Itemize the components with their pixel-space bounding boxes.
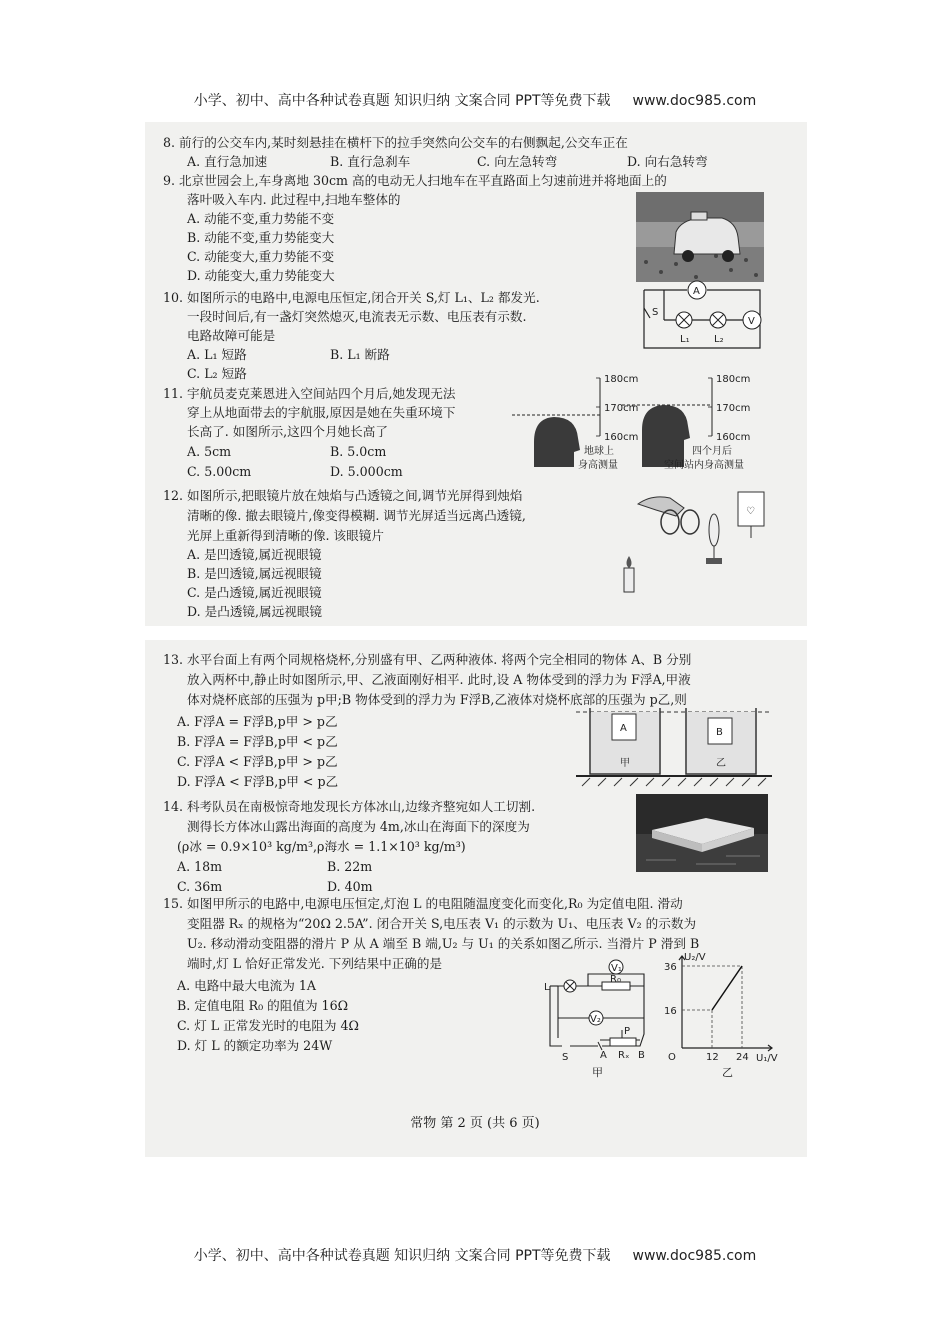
page-footer: 常物 第 2 页 (共 6 页) (410, 1116, 540, 1131)
q9-option-d: D. 动能变大,重力势能变大 (187, 268, 335, 283)
q12-line2: 清晰的像. 撤去眼镜片,像变得模糊. 调节光屏适当远离凸透镜, (187, 508, 526, 523)
q13-line3: 体对烧杯底部的压强为 p甲;B 物体受到的浮力为 F浮B,乙液体对烧杯底部的压强为 p乙,则 (187, 692, 687, 707)
lamp2-label: L₂ (714, 334, 724, 345)
banner-site-link[interactable]: www.doc985.com (632, 1248, 757, 1264)
banner-text: 小学、初中、高中各种试卷真题 知识归纳 文案合同 PPT等免费下载 (193, 1248, 611, 1264)
end-b-label: B (638, 1050, 645, 1061)
bottom-banner (0, 1245, 950, 1265)
object-a-label: A (620, 723, 627, 734)
q15-option-d: D. 灯 L 的额定功率为 24W (177, 1038, 333, 1053)
v1-label: V₁ (611, 963, 622, 974)
screen-heart-icon: ♡ (746, 506, 755, 517)
left-caption-2: 身高测量 (578, 460, 618, 471)
q12-lens-candle-figure (618, 486, 776, 604)
q15-line3: U₂. 移动滑动变阻器的滑片 P 从 A 端至 B 端,U₂ 与 U₁ 的关系如图乙所示. 当滑片 P 滑到 B (187, 936, 700, 951)
q14-option-a: A. 18m (177, 859, 223, 874)
q13-option-c: C. F浮A < F浮B,p甲 > p乙 (177, 754, 338, 769)
q8-stem: 8. 前行的公交车内,某时刻悬挂在横杆下的拉手突然向公交车的右侧飘起,公交车正在 (163, 135, 628, 150)
q10-circuit-diagram (632, 280, 772, 355)
q8-option-b: B. 直行急刹车 (330, 154, 411, 169)
q8-option-a: A. 直行急加速 (187, 154, 268, 169)
q14-option-d: D. 40m (327, 879, 373, 894)
page-separator (145, 626, 807, 640)
q14-line2: 测得长方体冰山露出海面的高度为 4m,冰山在海面下的深度为 (187, 819, 530, 834)
origin-label: O (668, 1052, 676, 1063)
q15-option-c: C. 灯 L 正常发光时的电阻为 4Ω (177, 1018, 359, 1033)
q11-option-c: C. 5.00cm (187, 464, 252, 479)
voltmeter-label: V (748, 316, 755, 327)
q8-option-d: D. 向右急转弯 (627, 154, 708, 169)
iceberg-photo (636, 794, 768, 872)
q10-option-b: B. L₁ 断路 (330, 347, 390, 362)
beaker-jia-label: 甲 (620, 758, 630, 769)
q10-option-a: A. L₁ 短路 (187, 347, 247, 362)
q15-graph-yi (660, 948, 780, 1066)
r0-label: R₀ (610, 974, 621, 985)
q12-option-c: C. 是凸透镜,属近视眼镜 (187, 585, 322, 600)
q10-option-c: C. L₂ 短路 (187, 366, 247, 381)
q11-option-a: A. 5cm (187, 444, 232, 459)
switch-label: S (652, 307, 659, 318)
left-tick-180: 180cm (604, 374, 639, 385)
q9-line2: 落叶吸入车内. 此过程中,扫地车整体的 (187, 192, 401, 207)
q14-line3: (ρ冰 = 0.9×10³ kg/m³,ρ海水 = 1.1×10³ kg/m³) (177, 839, 466, 854)
left-tick-160: 160cm (604, 432, 639, 443)
beaker-yi-label: 乙 (716, 758, 726, 769)
q11-line1: 11. 宇航员麦克莱恩进入空间站四个月后,她发现无法 (163, 386, 456, 401)
q13-beakers-figure (576, 704, 772, 788)
banner-site-link[interactable]: www.doc985.com (632, 93, 757, 109)
q13-option-a: A. F浮A = F浮B,p甲 > p乙 (177, 714, 338, 729)
y-tick-36: 36 (664, 962, 677, 973)
lamp1-label: L₁ (680, 334, 690, 345)
sweeper-car-photo (636, 192, 764, 282)
q14-line1: 14. 科考队员在南极惊奇地发现长方体冰山,边缘齐整宛如人工切割. (163, 799, 536, 814)
q15-option-a: A. 电路中最大电流为 1A (177, 978, 316, 993)
ammeter-label: A (693, 286, 700, 297)
left-caption-1: 地球上 (584, 446, 614, 457)
y-axis-label: U₂/V (684, 952, 706, 963)
v2-label: V₂ (590, 1014, 601, 1025)
fig-jia-caption: 甲 (592, 1066, 603, 1079)
right-caption-2: 空间站内身高测量 (664, 460, 744, 471)
switch-s-label: S (562, 1052, 569, 1063)
q9-line1: 9. 北京世园会上,车身离地 30cm 高的电动无人扫地车在平直路面上匀速前进并将地面上的 (163, 173, 667, 188)
q12-option-a: A. 是凹透镜,属近视眼镜 (187, 547, 322, 562)
fig-yi-caption: 乙 (722, 1066, 733, 1079)
q13-option-b: B. F浮A = F浮B,p甲 < p乙 (177, 734, 338, 749)
q9-option-a: A. 动能不变,重力势能不变 (187, 211, 335, 226)
q9-option-b: B. 动能不变,重力势能变大 (187, 230, 335, 245)
lamp-l-label: L (544, 982, 550, 993)
object-b-label: B (716, 727, 723, 738)
q12-line3: 光屏上重新得到清晰的像. 该眼镜片 (187, 528, 384, 543)
q15-line4: 端时,灯 L 恰好正常发光. 下列结果中正确的是 (187, 956, 443, 971)
q10-line1: 10. 如图所示的电路中,电源电压恒定,闭合开关 S,灯 L₁、L₂ 都发光. (163, 290, 540, 305)
q10-line2: 一段时间后,有一盏灯突然熄灭,电流表无示数、电压表有示数. (187, 309, 527, 324)
right-tick-160: 160cm (716, 432, 751, 443)
x-tick-12: 12 (706, 1052, 719, 1063)
x-tick-24: 24 (736, 1052, 749, 1063)
q12-option-b: B. 是凹透镜,属远视眼镜 (187, 566, 322, 581)
q13-line2: 放入两杯中,静止时如图所示,甲、乙液面刚好相平. 此时,设 A 物体受到的浮力为 F浮A,甲液 (187, 672, 691, 687)
y-tick-16: 16 (664, 1006, 677, 1017)
q15-circuit-jia (540, 954, 658, 1064)
end-a-label: A (600, 1050, 607, 1061)
slider-p-label: P (624, 1026, 631, 1037)
q12-line1: 12. 如图所示,把眼镜片放在烛焰与凸透镜之间,调节光屏得到烛焰 (163, 488, 523, 503)
q14-option-b: B. 22m (327, 859, 373, 874)
q11-height-measurement-figure (512, 372, 780, 480)
banner-text: 小学、初中、高中各种试卷真题 知识归纳 文案合同 PPT等免费下载 (193, 93, 611, 109)
q12-option-d: D. 是凸透镜,属远视眼镜 (187, 604, 323, 619)
q15-option-b: B. 定值电阻 R₀ 的阻值为 16Ω (177, 998, 349, 1013)
q15-line2: 变阻器 Rₓ 的规格为“20Ω 2.5A”. 闭合开关 S,电压表 V₁ 的示数为 U₁、电压表 V₂ 的示数为 (187, 916, 697, 931)
rx-label: Rₓ (618, 1050, 630, 1061)
q15-line1: 15. 如图甲所示的电路中,电源电压恒定,灯泡 L 的电阻随温度变化而变化,R₀ 为定值电阻. 滑动 (163, 896, 683, 911)
right-tick-170: 170cm (716, 403, 751, 414)
q14-option-c: C. 36m (177, 879, 223, 894)
q9-option-c: C. 动能变大,重力势能不变 (187, 249, 335, 264)
q13-line1: 13. 水平台面上有两个同规格烧杯,分别盛有甲、乙两种液体. 将两个完全相同的物体 A、B 分别 (163, 652, 692, 667)
q13-option-d: D. F浮A < F浮B,p甲 < p乙 (177, 774, 339, 789)
q11-option-d: D. 5.000cm (330, 464, 403, 479)
q11-option-b: B. 5.0cm (330, 444, 387, 459)
left-tick-170: 170cm (604, 403, 639, 414)
right-tick-180: 180cm (716, 374, 751, 385)
top-banner (0, 90, 950, 110)
q10-line3: 电路故障可能是 (187, 328, 276, 343)
right-caption-1: 四个月后 (692, 446, 732, 457)
x-axis-label: U₁/V (756, 1053, 778, 1064)
q11-line2: 穿上从地面带去的宇航服,原因是她在失重环境下 (187, 405, 456, 420)
q8-option-c: C. 向左急转弯 (477, 154, 558, 169)
q11-line3: 长高了. 如图所示,这四个月她长高了 (187, 424, 388, 439)
